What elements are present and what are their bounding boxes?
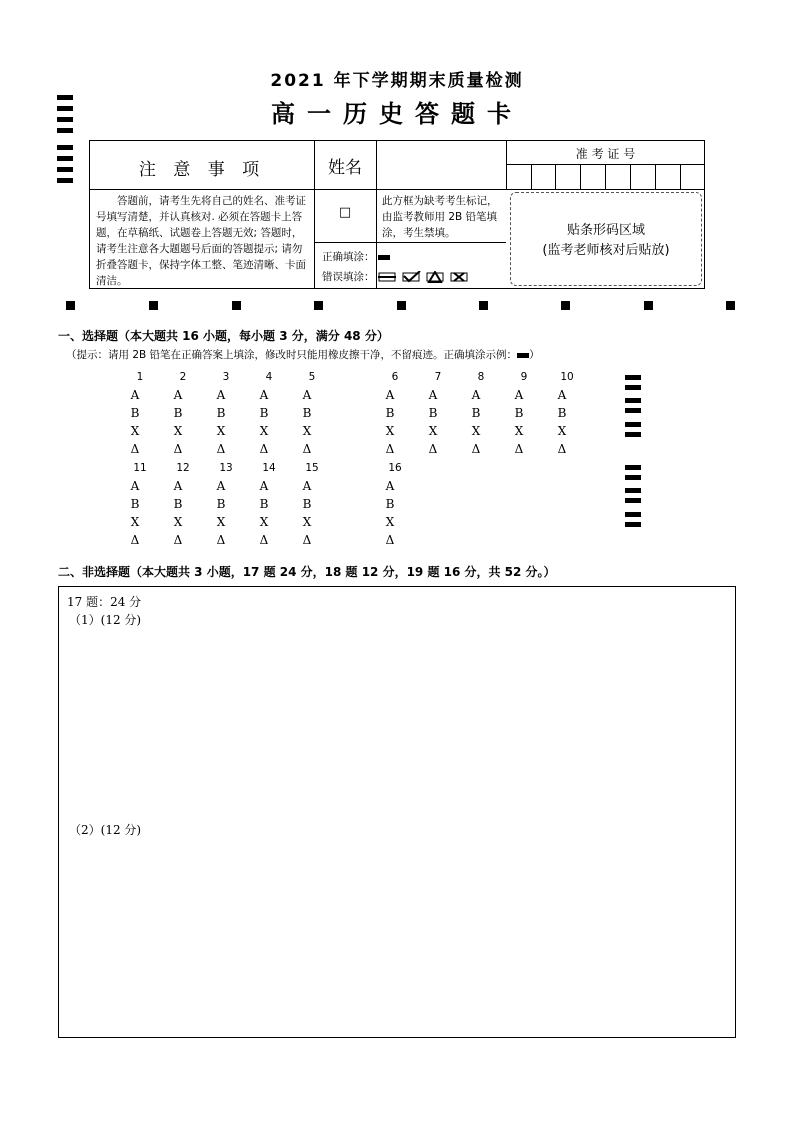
absent-note: 此方框为缺考考生标记，由监考教师用 2B 铅笔填涂，考生禁填。 <box>382 195 498 239</box>
correct-fill-mark <box>378 255 390 260</box>
choice-option-bubble[interactable]: A <box>173 388 183 402</box>
choice-option-bubble[interactable]: B <box>173 406 183 420</box>
choice-option-bubble[interactable]: Δ <box>259 442 269 456</box>
timing-mark <box>57 95 73 100</box>
timing-mark <box>625 408 641 413</box>
choice-option-bubble[interactable]: X <box>302 515 312 529</box>
alignment-mark <box>561 301 570 310</box>
question-number: 4 <box>265 371 273 383</box>
choice-option-bubble[interactable]: B <box>471 406 481 420</box>
choice-option-bubble[interactable]: X <box>259 515 269 529</box>
name-label: 姓名 <box>328 158 362 178</box>
timing-mark <box>625 465 641 470</box>
timing-mark <box>57 178 73 183</box>
choice-option-bubble[interactable]: A <box>259 388 269 402</box>
section1-hint <box>66 347 540 362</box>
choice-option-bubble[interactable]: B <box>216 406 226 420</box>
question-number: 2 <box>179 371 187 383</box>
notice-text: 答题前，请考生先将自己的姓名、准考证号填写清楚，并认真核对. 必须在答题卡上答题，在草稿纸、试题卷上答题无效; 答题时，请考生注意各大题题号后面的答题提示; 请勿折叠答题卡，保持字体工整、笔迹清晰、卡面清洁。 <box>96 195 306 287</box>
choice-option-bubble[interactable]: X <box>130 424 140 438</box>
alignment-mark <box>149 301 158 310</box>
choice-option-bubble[interactable]: A <box>130 388 140 402</box>
question-number: 10 <box>560 371 574 383</box>
choice-option-bubble[interactable]: Δ <box>428 442 438 456</box>
choice-option-bubble[interactable]: Δ <box>216 442 226 456</box>
timing-mark <box>625 512 641 517</box>
choice-option-bubble[interactable]: A <box>302 388 312 402</box>
name-field[interactable] <box>377 143 505 187</box>
question-number: 14 <box>262 462 276 474</box>
choice-option-bubble[interactable]: X <box>428 424 438 438</box>
absent-checkbox[interactable]: □ <box>338 205 352 220</box>
info-table <box>89 140 705 289</box>
notice-title: 注 意 事 项 <box>138 160 266 180</box>
choice-option-bubble[interactable]: A <box>385 479 395 493</box>
choice-option-bubble[interactable]: A <box>557 388 567 402</box>
answer-box-q17[interactable] <box>58 586 736 1038</box>
choice-option-bubble[interactable]: B <box>173 497 183 511</box>
choice-option-bubble[interactable]: B <box>302 497 312 511</box>
timing-mark <box>625 385 641 390</box>
q17-label: 17 题：24 分 <box>67 595 142 609</box>
q17-part1-label: （1）(12 分) <box>69 613 142 627</box>
choice-option-bubble[interactable]: X <box>385 515 395 529</box>
question-number: 7 <box>434 371 442 383</box>
choice-option-bubble[interactable]: X <box>173 515 183 529</box>
choice-option-bubble[interactable]: A <box>302 479 312 493</box>
alignment-mark <box>644 301 653 310</box>
question-number: 16 <box>388 462 402 474</box>
choice-option-bubble[interactable]: Δ <box>130 533 140 547</box>
choice-option-bubble[interactable]: A <box>173 479 183 493</box>
choice-option-bubble[interactable]: B <box>216 497 226 511</box>
timing-mark <box>625 475 641 480</box>
choice-option-bubble[interactable]: X <box>130 515 140 529</box>
choice-option-bubble[interactable]: A <box>259 479 269 493</box>
choice-option-bubble[interactable]: X <box>514 424 524 438</box>
exam-title: 2021 年下学期期末质量检测 <box>270 71 524 91</box>
choice-option-bubble[interactable]: Δ <box>216 533 226 547</box>
timing-mark <box>57 167 73 172</box>
alignment-mark <box>479 301 488 310</box>
timing-mark <box>625 422 641 427</box>
alignment-mark <box>397 301 406 310</box>
choice-option-bubble[interactable]: Δ <box>259 533 269 547</box>
choice-option-bubble[interactable]: B <box>259 497 269 511</box>
question-number: 1 <box>136 371 144 383</box>
choice-option-bubble[interactable]: B <box>385 406 395 420</box>
timing-mark <box>625 522 641 527</box>
choice-option-bubble[interactable]: B <box>130 497 140 511</box>
section1-hint-text: （提示：请用 2B 铅笔在正确答案上填涂，修改时只能用橡皮擦干净，不留痕迹。正确填涂示例： <box>66 349 518 361</box>
timing-mark <box>625 398 641 403</box>
exam-id-boxes[interactable] <box>507 165 705 189</box>
correct-fill-row <box>322 249 502 265</box>
question-number: 15 <box>305 462 319 474</box>
alignment-mark <box>726 301 735 310</box>
timing-mark <box>57 106 73 111</box>
choice-option-bubble[interactable]: A <box>216 479 226 493</box>
choice-option-bubble[interactable]: X <box>302 424 312 438</box>
choice-option-bubble[interactable]: A <box>130 479 140 493</box>
timing-mark <box>625 488 641 493</box>
question-number: 6 <box>391 371 399 383</box>
wrong-fill-examples-icon <box>378 271 478 283</box>
choice-option-bubble[interactable]: B <box>514 406 524 420</box>
choice-option-bubble[interactable]: Δ <box>173 442 183 456</box>
choice-option-bubble[interactable]: Δ <box>557 442 567 456</box>
choice-option-bubble[interactable]: A <box>216 388 226 402</box>
choice-option-bubble[interactable]: A <box>385 388 395 402</box>
barcode-subtitle: (监考老师核对后贴放) <box>542 243 670 258</box>
timing-mark <box>625 375 641 380</box>
section2-title: 二、非选择题（本大题共 3 小题，17 题 24 分，18 题 12 分，19 题 16 分，共 52 分。） <box>58 565 556 579</box>
choice-option-bubble[interactable]: Δ <box>471 442 481 456</box>
choice-option-bubble[interactable]: X <box>471 424 481 438</box>
choice-option-bubble[interactable]: X <box>173 424 183 438</box>
choice-option-bubble[interactable]: A <box>428 388 438 402</box>
timing-mark <box>57 145 73 150</box>
timing-mark <box>57 128 73 133</box>
choice-option-bubble[interactable]: B <box>130 406 140 420</box>
q17-part2-label: （2）(12 分) <box>69 823 142 837</box>
alignment-mark <box>232 301 241 310</box>
answer-sheet-title: 高一历史答题卡 <box>271 100 523 128</box>
question-number: 13 <box>219 462 233 474</box>
wrong-fill-row <box>322 269 506 285</box>
choice-option-bubble[interactable]: Δ <box>385 533 395 547</box>
timing-mark <box>625 432 641 437</box>
choice-option-bubble[interactable]: Δ <box>514 442 524 456</box>
section1-title: 一、选择题（本大题共 16 小题，每小题 3 分，满分 48 分） <box>58 329 389 343</box>
question-number: 8 <box>477 371 485 383</box>
fill-example-mark <box>517 353 529 358</box>
choice-option-bubble[interactable]: A <box>471 388 481 402</box>
choice-option-bubble[interactable]: B <box>259 406 269 420</box>
timing-mark <box>625 498 641 503</box>
alignment-mark <box>314 301 323 310</box>
question-number: 3 <box>222 371 230 383</box>
alignment-mark <box>66 301 75 310</box>
section1-hint-end: ） <box>529 349 540 361</box>
choice-option-bubble[interactable]: X <box>385 424 395 438</box>
timing-mark <box>57 117 73 122</box>
choice-option-bubble[interactable]: X <box>259 424 269 438</box>
choice-option-bubble[interactable]: B <box>428 406 438 420</box>
choice-option-bubble[interactable]: Δ <box>130 442 140 456</box>
choice-option-bubble[interactable]: X <box>216 424 226 438</box>
choice-option-bubble[interactable]: Δ <box>302 442 312 456</box>
exam-id-label: 准 考 证 号 <box>575 147 636 161</box>
choice-option-bubble[interactable]: Δ <box>385 442 395 456</box>
question-number: 11 <box>133 462 147 474</box>
wrong-fill-label: 错误填涂： <box>322 271 375 283</box>
timing-mark <box>57 156 73 161</box>
choice-option-bubble[interactable]: B <box>302 406 312 420</box>
choice-option-bubble[interactable]: X <box>216 515 226 529</box>
question-number: 12 <box>176 462 190 474</box>
question-number: 9 <box>520 371 528 383</box>
choice-option-bubble[interactable]: B <box>557 406 567 420</box>
barcode-title: 贴条形码区域 <box>566 223 645 238</box>
correct-fill-label: 正确填涂： <box>322 251 375 263</box>
choice-option-bubble[interactable]: Δ <box>173 533 183 547</box>
choice-option-bubble[interactable]: A <box>514 388 524 402</box>
barcode-area <box>510 192 702 286</box>
choice-option-bubble[interactable]: Δ <box>302 533 312 547</box>
choice-option-bubble[interactable]: X <box>557 424 567 438</box>
question-number: 5 <box>308 371 316 383</box>
choice-option-bubble[interactable]: B <box>385 497 395 511</box>
